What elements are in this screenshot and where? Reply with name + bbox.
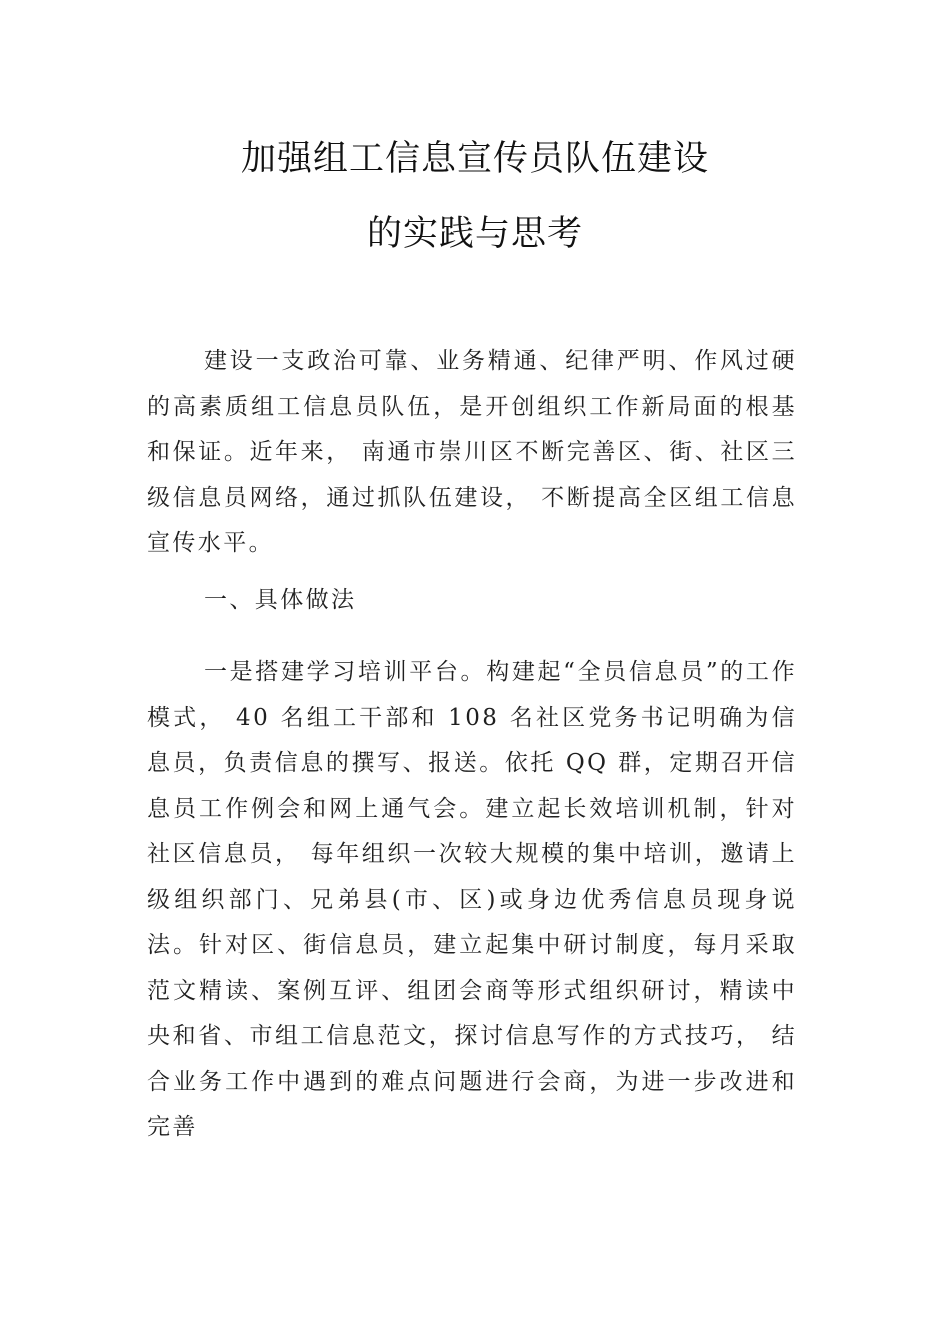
section-heading: 一、具体做法 — [204, 587, 357, 613]
document-title-line-1: 加强组工信息宣传员队伍建设 — [240, 139, 709, 179]
section-paragraph: 一是搭建学习培训平台。构建起“全员信息员”的工作模式， 40 名组工干部和 108 名社区党务书记明确为信息员，负责信息的撰写、报送。依托 QQ 群，定期召开信息员工作例会和网上通气会。建立起长效培训机制，针对社区信息员， 每年组织一次较大规模的集中培训，邀请上级组织部门、兄弟县(市、区)或身边优秀信息员现身说法。针对区、街信息员，建立起集中研讨制度，每月采取范文精读、案例互评、组团会商等形式组织研讨，精读中央和省、市组工信息范文，探讨信息写作的方式技巧， 结合业务工作中遇到的难点问题进行会商，为进一步改进和完善 — [147, 659, 797, 1140]
document-title-line-2: 的实践与思考 — [366, 214, 583, 254]
intro-paragraph: 建设一支政治可靠、业务精通、纪律严明、作风过硬的高素质组工信息员队伍，是开创组织工作新局面的根基和保证。近年来， 南通市崇川区不断完善区、街、社区三级信息员网络，通过抓队伍建设， 不断提高全区组工信息宣传水平。 — [147, 348, 797, 556]
